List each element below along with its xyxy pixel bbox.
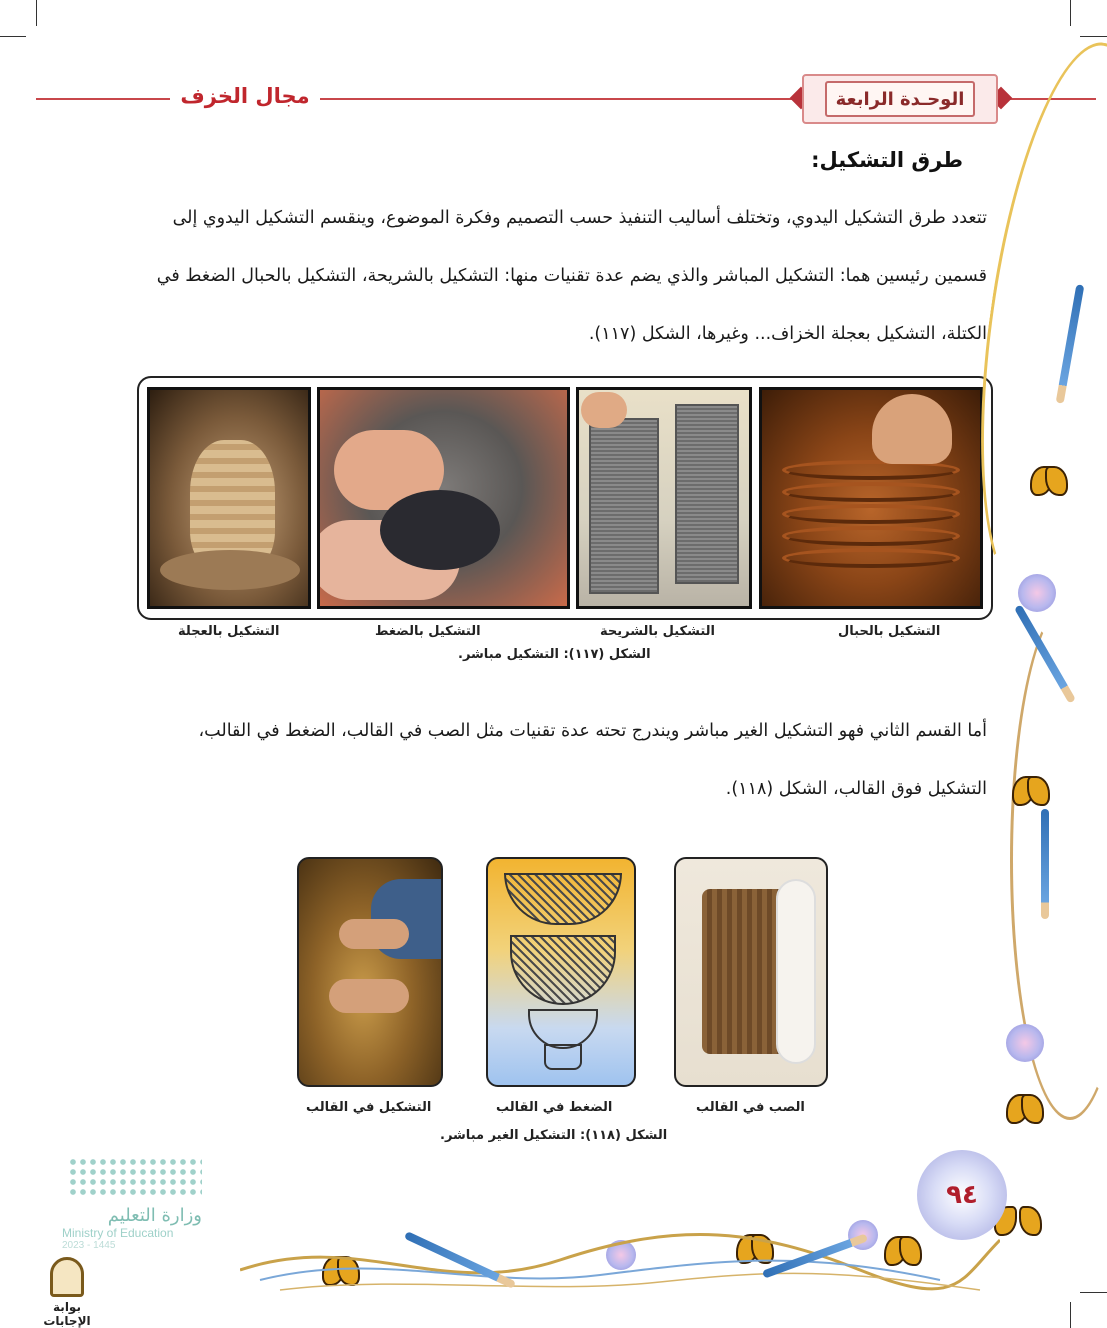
photo-coil-forming — [759, 387, 983, 609]
figure-118-caption: الشكل (١١٨): التشكيل الغير مباشر. — [440, 1128, 668, 1143]
header-rule — [36, 98, 796, 100]
butterfly-decoration — [1030, 466, 1068, 494]
figure-117-caption: الشكل (١١٧): التشكيل مباشر. — [458, 647, 651, 662]
crop-mark — [1080, 36, 1107, 37]
ministry-year: 2023 - 1445 — [62, 1240, 116, 1251]
photo-wheel-throwing — [147, 387, 311, 609]
portal-logo-text: بوابة الإجابات — [43, 1300, 91, 1328]
caption-press-molding: الضغط في القالب — [496, 1100, 613, 1115]
ministry-name-ar: وزارة التعليم — [107, 1205, 202, 1226]
caption-pinch-forming: التشكيل بالضغط — [375, 624, 481, 639]
caption-coil-forming: التشكيل بالحبال — [838, 624, 941, 639]
flower-decoration — [1006, 1024, 1044, 1062]
crop-mark — [1080, 1292, 1107, 1293]
photo-pinch-forming — [317, 387, 570, 609]
butterfly-decoration — [1006, 1094, 1044, 1122]
bottom-ornament — [240, 1220, 1000, 1300]
page-number-flower — [917, 1150, 1007, 1240]
crop-mark — [36, 0, 37, 26]
second-paragraph: أما القسم الثاني فهو التشكيل الغير مباشر ويندرج تحته عدة تقنيات مثل الصب في القالب، الضغط في القالب، التشكيل فوق القالب، الشكل (١١٨). — [198, 721, 987, 799]
figure-117-frame — [137, 376, 993, 620]
section-heading: طرق التشكيل: — [811, 148, 963, 172]
caption-slip-casting: الصب في القالب — [696, 1100, 805, 1115]
pencil-decoration — [1041, 809, 1049, 919]
ministry-logo-mark — [68, 1157, 202, 1197]
portal-logo — [30, 1257, 104, 1328]
unit-badge — [802, 74, 998, 124]
field-title: مجال الخزف — [170, 84, 320, 108]
ministry-logo — [62, 1157, 202, 1251]
photo-slab-forming — [576, 387, 752, 609]
unit-label: الوحـدة الرابعة — [825, 81, 975, 117]
page-number: ٩٤ — [946, 1180, 978, 1210]
butterfly-decoration — [1012, 776, 1050, 804]
portal-logo-icon — [50, 1257, 84, 1297]
caption-wheel-throwing: التشكيل بالعجلة — [178, 624, 280, 639]
crop-mark — [0, 36, 26, 37]
crop-mark — [1070, 1302, 1071, 1328]
crop-mark — [1070, 0, 1071, 26]
photo-slip-casting — [674, 857, 828, 1087]
ministry-name-en: Ministry of Education — [62, 1226, 174, 1240]
flower-decoration — [1018, 574, 1056, 612]
caption-slab-forming: التشكيل بالشريحة — [600, 624, 715, 639]
illustration-press-molding — [486, 857, 636, 1087]
intro-paragraph: تتعدد طرق التشكيل اليدوي، وتختلف أساليب التنفيذ حسب التصميم وفكرة الموضوع، وينقسم التشكيل اليدوي إلى قسمين رئيسين هما: التشكيل المباشر والذي يضم عدة تقنيات منها: التشكيل بالشريحة، التشكيل بالحبال الضغط في الكتلة، التشكيل بعجلة الخزاف... وغيرها، الشكل (١١٧). — [156, 208, 987, 344]
caption-mold-forming: التشكيل في القالب — [306, 1100, 432, 1115]
photo-mold-forming — [297, 857, 443, 1087]
